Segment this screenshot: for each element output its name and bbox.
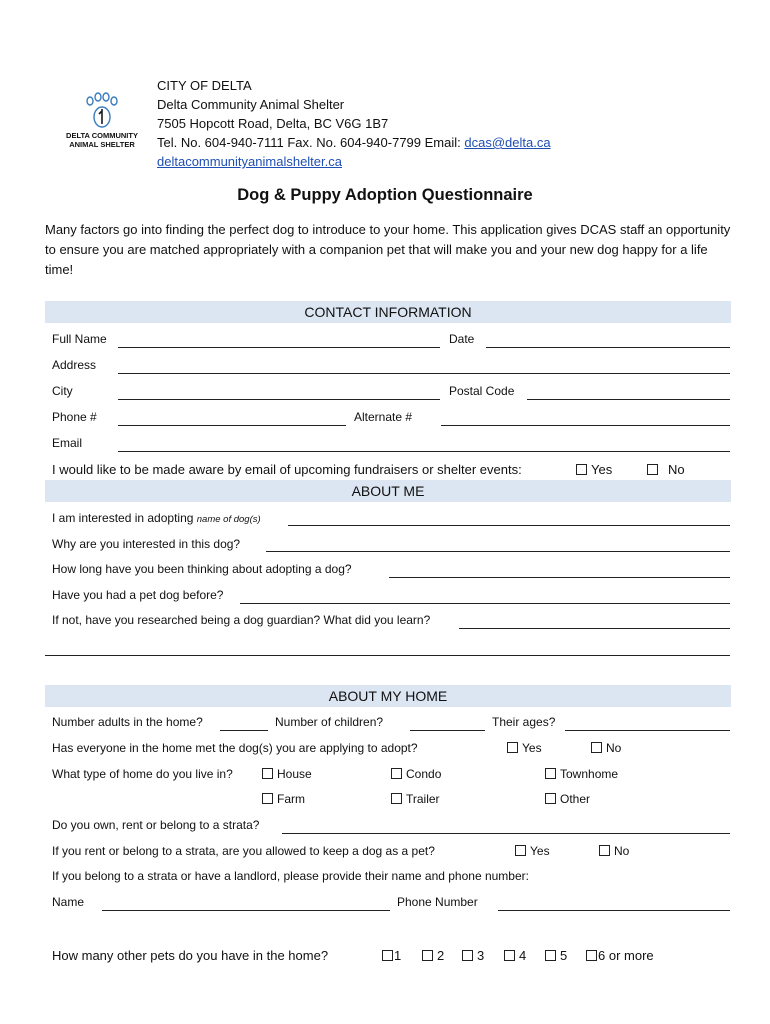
allowed-yes-option[interactable] xyxy=(515,844,550,858)
met-dog-yes-label: Yes xyxy=(522,741,542,755)
pets-3-checkbox[interactable] xyxy=(462,950,473,961)
home-house-option[interactable] xyxy=(262,767,312,781)
header-city: CITY OF DELTA xyxy=(157,78,252,93)
home-trailer-option[interactable] xyxy=(391,792,440,806)
pets-4-checkbox[interactable] xyxy=(504,950,515,961)
house-checkbox[interactable] xyxy=(262,768,273,779)
met-dog-label: Has everyone in the home met the dog(s) you are applying to adopt? xyxy=(52,741,418,755)
fundraiser-no-checkbox[interactable] xyxy=(647,464,658,475)
farm-checkbox[interactable] xyxy=(262,793,273,804)
interested-dog-text: I am interested in adopting xyxy=(52,511,194,525)
pets-option-5[interactable] xyxy=(545,948,567,963)
address-field[interactable] xyxy=(118,373,730,374)
pet-before-label: Have you had a pet dog before? xyxy=(52,588,224,602)
met-dog-yes-checkbox[interactable] xyxy=(507,742,518,753)
other-label: Other xyxy=(560,792,591,806)
pet-before-field[interactable] xyxy=(240,603,730,604)
about-me-heading: ABOUT ME xyxy=(45,480,731,502)
other-checkbox[interactable] xyxy=(545,793,556,804)
home-other-option[interactable] xyxy=(545,792,590,806)
landlord-name-field[interactable] xyxy=(102,910,390,911)
researched-label: If not, have you researched being a dog guardian? What did you learn? xyxy=(52,613,431,627)
pets-3-label: 3 xyxy=(477,948,485,963)
pets-2-label: 2 xyxy=(437,948,445,963)
townhome-checkbox[interactable] xyxy=(545,768,556,779)
children-field[interactable] xyxy=(410,730,485,731)
home-type-label: What type of home do you live in? xyxy=(52,767,233,781)
header-contact xyxy=(157,133,551,152)
ages-field[interactable] xyxy=(565,730,730,731)
page-title: Dog & Puppy Adoption Questionnaire xyxy=(237,186,533,204)
home-townhome-option[interactable] xyxy=(545,767,618,781)
date-field[interactable] xyxy=(486,347,730,348)
pets-2-checkbox[interactable] xyxy=(422,950,433,961)
header-phone-fax: Tel. No. 604-940-7111 Fax. No. 604-940-7799 Email: xyxy=(157,135,465,150)
date-label: Date xyxy=(449,332,475,346)
fundraiser-yes-label: Yes xyxy=(591,462,613,477)
alternate-phone-field[interactable] xyxy=(441,425,730,426)
fundraiser-yes-option[interactable] xyxy=(576,462,612,477)
researched-field[interactable] xyxy=(459,628,730,629)
about-home-heading: ABOUT MY HOME xyxy=(45,685,731,707)
met-dog-yes-option[interactable] xyxy=(507,741,542,755)
adults-label: Number adults in the home? xyxy=(52,715,203,729)
pets-1-checkbox[interactable] xyxy=(382,950,393,961)
landlord-name-label: Name xyxy=(52,895,85,909)
pets-option-2[interactable] xyxy=(422,948,444,963)
other-pets-label: How many other pets do you have in the home? xyxy=(52,948,329,963)
logo-text-line1: DELTA COMMUNITY xyxy=(66,131,138,140)
interested-dog-field[interactable] xyxy=(288,525,730,526)
postal-code-label: Postal Code xyxy=(449,384,515,398)
pets-option-6-or-more[interactable] xyxy=(586,948,654,963)
fundraiser-no-label: No xyxy=(668,462,685,477)
landlord-phone-label: Phone Number xyxy=(397,895,478,909)
own-rent-field[interactable] xyxy=(282,833,730,834)
paw-logo-icon xyxy=(84,92,120,130)
adults-field[interactable] xyxy=(220,730,268,731)
fundraiser-no-option[interactable] xyxy=(647,462,685,477)
how-long-label: How long have you been thinking about adopting a dog? xyxy=(52,562,352,576)
pets-option-3[interactable] xyxy=(462,948,484,963)
researched-field-continued[interactable] xyxy=(45,655,730,656)
address-label: Address xyxy=(52,358,97,372)
full-name-field[interactable] xyxy=(118,347,440,348)
allowed-yes-checkbox[interactable] xyxy=(515,845,526,856)
why-interested-field[interactable] xyxy=(266,551,730,552)
pets-4-label: 4 xyxy=(519,948,527,963)
header-shelter: Delta Community Animal Shelter xyxy=(157,97,345,112)
alternate-phone-label: Alternate # xyxy=(354,410,413,424)
met-dog-no-label: No xyxy=(606,741,622,755)
pets-5-checkbox[interactable] xyxy=(545,950,556,961)
ages-label: Their ages? xyxy=(492,715,556,729)
email-label: Email xyxy=(52,436,83,450)
city-label: City xyxy=(52,384,73,398)
condo-label: Condo xyxy=(406,767,442,781)
children-label: Number of children? xyxy=(275,715,384,729)
met-dog-no-checkbox[interactable] xyxy=(591,742,602,753)
trailer-checkbox[interactable] xyxy=(391,793,402,804)
interested-dog-label xyxy=(52,511,261,525)
own-rent-label: Do you own, rent or belong to a strata? xyxy=(52,818,260,832)
email-link[interactable]: dcas@delta.ca xyxy=(464,135,551,150)
contact-heading: CONTACT INFORMATION xyxy=(45,301,731,323)
intro-text: Many factors go into finding the perfect dog to introduce to your home. This application gives DCAS staff an opportunity to ensure you are matched appropriately with a companion pet that will make you and your new dog happy for a life time! xyxy=(45,222,731,277)
full-name-label: Full Name xyxy=(52,332,107,346)
pets-6-label: 6 or more xyxy=(598,948,654,963)
how-long-field[interactable] xyxy=(389,577,730,578)
allowed-dog-label: If you rent or belong to a strata, are you allowed to keep a dog as a pet? xyxy=(52,844,435,858)
home-condo-option[interactable] xyxy=(391,767,441,781)
allowed-no-checkbox[interactable] xyxy=(599,845,610,856)
landlord-phone-field[interactable] xyxy=(498,910,730,911)
header-address: 7505 Hopcott Road, Delta, BC V6G 1B7 xyxy=(157,116,389,131)
landlord-label: If you belong to a strata or have a landlord, please provide their name and phone number: xyxy=(52,869,529,883)
phone-label: Phone # xyxy=(52,410,97,424)
allowed-no-option[interactable] xyxy=(599,844,629,858)
allowed-yes-label: Yes xyxy=(530,844,550,858)
pets-option-4[interactable] xyxy=(504,948,526,963)
pets-option-1[interactable] xyxy=(382,948,401,963)
trailer-label: Trailer xyxy=(406,792,440,806)
why-interested-label: Why are you interested in this dog? xyxy=(52,537,241,551)
home-farm-option[interactable] xyxy=(262,792,305,806)
fundraiser-yes-checkbox[interactable] xyxy=(576,464,587,475)
phone-field[interactable] xyxy=(118,425,346,426)
pets-6-checkbox[interactable] xyxy=(586,950,597,961)
email-field[interactable] xyxy=(118,451,730,452)
pets-5-label: 5 xyxy=(560,948,568,963)
pets-1-label: 1 xyxy=(394,948,402,963)
city-field[interactable] xyxy=(118,399,440,400)
dog-name-hint: name of dog(s) xyxy=(196,514,261,525)
allowed-no-label: No xyxy=(614,844,630,858)
farm-label: Farm xyxy=(277,792,305,806)
logo-text-line2: ANIMAL SHELTER xyxy=(69,140,135,149)
house-label: House xyxy=(277,767,312,781)
met-dog-no-option[interactable] xyxy=(591,741,621,755)
postal-code-field[interactable] xyxy=(527,399,730,400)
townhome-label: Townhome xyxy=(560,767,619,781)
condo-checkbox[interactable] xyxy=(391,768,402,779)
website-link[interactable]: deltacommunityanimalshelter.ca xyxy=(157,154,342,169)
fundraiser-question: I would like to be made aware by email of upcoming fundraisers or shelter events: xyxy=(52,462,522,477)
